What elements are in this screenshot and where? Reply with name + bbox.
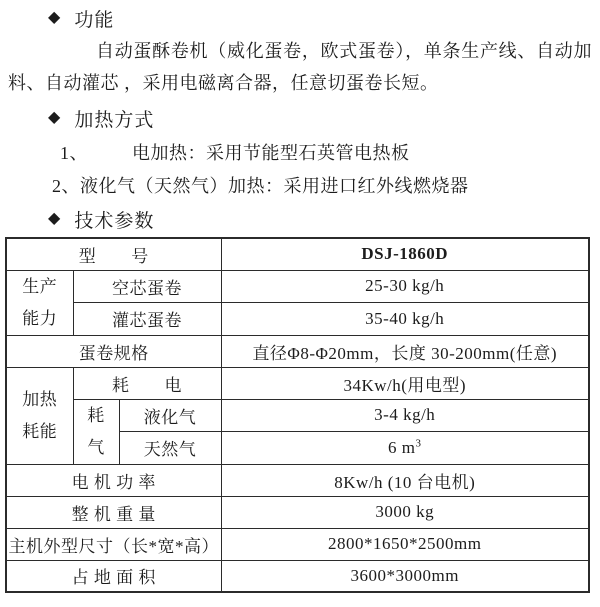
lpg-label-cell: 液化气	[119, 399, 221, 432]
floor-area-label-cell: 占 地 面 积	[6, 560, 221, 592]
table-row-motor-power	[6, 464, 589, 496]
spec-table	[5, 237, 590, 593]
motor-power-value-cell: 8Kw/h (10 台电机)	[221, 464, 589, 496]
table-row-weight	[6, 496, 589, 528]
list-number: 2、	[52, 176, 80, 196]
floor-area-value-cell: 3600*3000mm	[221, 560, 589, 592]
hollow-roll-value-cell: 25-30 kg/h	[221, 270, 589, 303]
diamond-bullet-icon: ◆	[48, 210, 62, 227]
roll-spec-label-cell: 蛋卷规格	[6, 335, 221, 367]
table-row-dimensions	[6, 528, 589, 560]
function-paragraph-line1: 自动蛋酥卷机（威化蛋卷，欧式蛋卷），单条生产线、自动加	[96, 41, 592, 61]
weight-value-cell: 3000 kg	[221, 496, 589, 528]
natural-gas-value-superscript: 3	[415, 437, 422, 450]
capacity-label-line2: 能力	[22, 308, 58, 328]
table-row-capacity-filled	[6, 303, 589, 336]
section-title-heating: 加热方式	[74, 109, 155, 131]
heating-energy-group-cell	[6, 367, 73, 464]
table-row-floor-area	[6, 560, 589, 592]
section-heading-heating	[48, 106, 592, 130]
diamond-bullet-icon: ◆	[48, 9, 62, 26]
lpg-value-cell: 3-4 kg/h	[221, 399, 589, 432]
table-row-roll-spec	[6, 335, 589, 367]
heating-energy-label-line2: 耗能	[22, 421, 58, 441]
electric-label-cell: 耗 电	[73, 367, 221, 399]
table-row-model	[6, 238, 589, 270]
section-heading-function	[48, 6, 592, 30]
heating-energy-label-line1: 加热	[22, 389, 58, 409]
natural-gas-value-cell	[221, 432, 589, 465]
weight-label-cell: 整 机 重 量	[6, 496, 221, 528]
function-paragraph	[8, 35, 592, 99]
list-number: 1、	[60, 143, 88, 163]
filled-roll-value-cell: 35-40 kg/h	[221, 303, 589, 336]
list-text: 电加热：采用节能型石英管电热板	[132, 143, 410, 163]
table-row-lpg	[6, 399, 589, 432]
gas-label-line2: 气	[87, 437, 105, 457]
electric-value-cell: 34Kw/h(用电型)	[221, 367, 589, 399]
capacity-label-line1: 生产	[22, 276, 58, 296]
diamond-bullet-icon: ◆	[48, 109, 62, 126]
heating-method-item-2	[52, 174, 592, 198]
model-label-cell: 型 号	[6, 238, 221, 270]
document-page	[8, 6, 592, 593]
natural-gas-label-cell: 天然气	[119, 432, 221, 465]
section-heading-specs	[48, 207, 592, 231]
table-row-electric-consumption	[6, 367, 589, 399]
roll-spec-value-cell: 直径Φ8-Φ20mm，长度 30-200mm(任意)	[221, 335, 589, 367]
heating-method-item-1	[60, 141, 592, 165]
dimensions-label-cell: 主机外型尺寸（长*宽*高）	[6, 528, 221, 560]
motor-power-label-cell: 电 机 功 率	[6, 464, 221, 496]
section-title-specs: 技术参数	[74, 210, 155, 232]
gas-label-line1: 耗	[87, 405, 105, 425]
natural-gas-value-base: 6 m	[388, 437, 416, 457]
dimensions-value-cell: 2800*1650*2500mm	[221, 528, 589, 560]
model-value-cell: DSJ-1860D	[221, 238, 589, 270]
table-row-capacity-hollow	[6, 270, 589, 303]
filled-roll-label-cell: 灌芯蛋卷	[73, 303, 221, 336]
list-text: 液化气（天然气）加热：采用进口红外线燃烧器	[80, 176, 469, 196]
capacity-group-cell	[6, 270, 73, 335]
function-paragraph-line2: 料、自动灌芯 ，采用电磁离合器，任意切蛋卷长短。	[8, 73, 439, 93]
section-title-function: 功能	[74, 9, 115, 31]
gas-group-cell	[73, 399, 119, 464]
hollow-roll-label-cell: 空芯蛋卷	[73, 270, 221, 303]
